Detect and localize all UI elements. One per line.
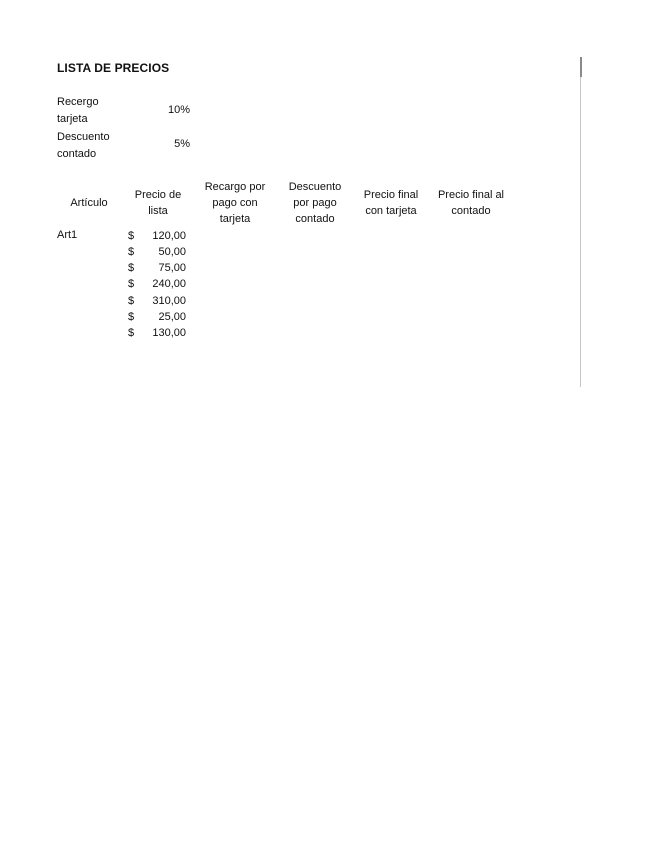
table-row [128, 260, 186, 276]
list-price: 120,00 [152, 230, 186, 242]
currency-symbol: $ [128, 246, 135, 258]
list-price: 25,00 [158, 311, 186, 323]
col-header-articulo: Artículo [70, 197, 108, 209]
table-row [128, 309, 186, 325]
param-label-descuento: Descuento contado [57, 131, 110, 160]
currency-symbol: $ [128, 262, 135, 274]
table-row [128, 325, 186, 341]
article-name: Art1 [57, 229, 78, 241]
currency-symbol: $ [128, 230, 135, 242]
page-break-marker [580, 57, 582, 77]
param-value-descuento: 5% [174, 138, 190, 150]
col-header-recargo: Recargo por pago con tarjeta [204, 181, 266, 225]
page-break-line [580, 57, 581, 387]
page-title: LISTA DE PRECIOS [57, 61, 170, 75]
col-header-final-tarjeta: Precio final con tarjeta [363, 189, 419, 217]
col-header-precio-lista: Precio de lista [134, 189, 182, 217]
list-price: 130,00 [152, 327, 186, 339]
col-header-descuento: Descuento por pago contado [288, 181, 342, 225]
table-row [128, 276, 186, 292]
col-header-final-contado: Precio final al contado [437, 189, 505, 217]
table-row [128, 244, 186, 260]
table-row [128, 228, 186, 244]
currency-symbol: $ [128, 278, 135, 290]
list-price: 50,00 [158, 246, 186, 258]
list-price: 240,00 [152, 278, 186, 290]
currency-symbol: $ [128, 327, 135, 339]
currency-symbol: $ [128, 311, 135, 323]
list-price: 75,00 [158, 262, 186, 274]
currency-symbol: $ [128, 295, 135, 307]
table-row [128, 293, 186, 309]
param-value-recargo: 10% [167, 104, 190, 116]
param-label-recargo: Recergo tarjeta [57, 96, 99, 125]
list-price: 310,00 [152, 295, 186, 307]
